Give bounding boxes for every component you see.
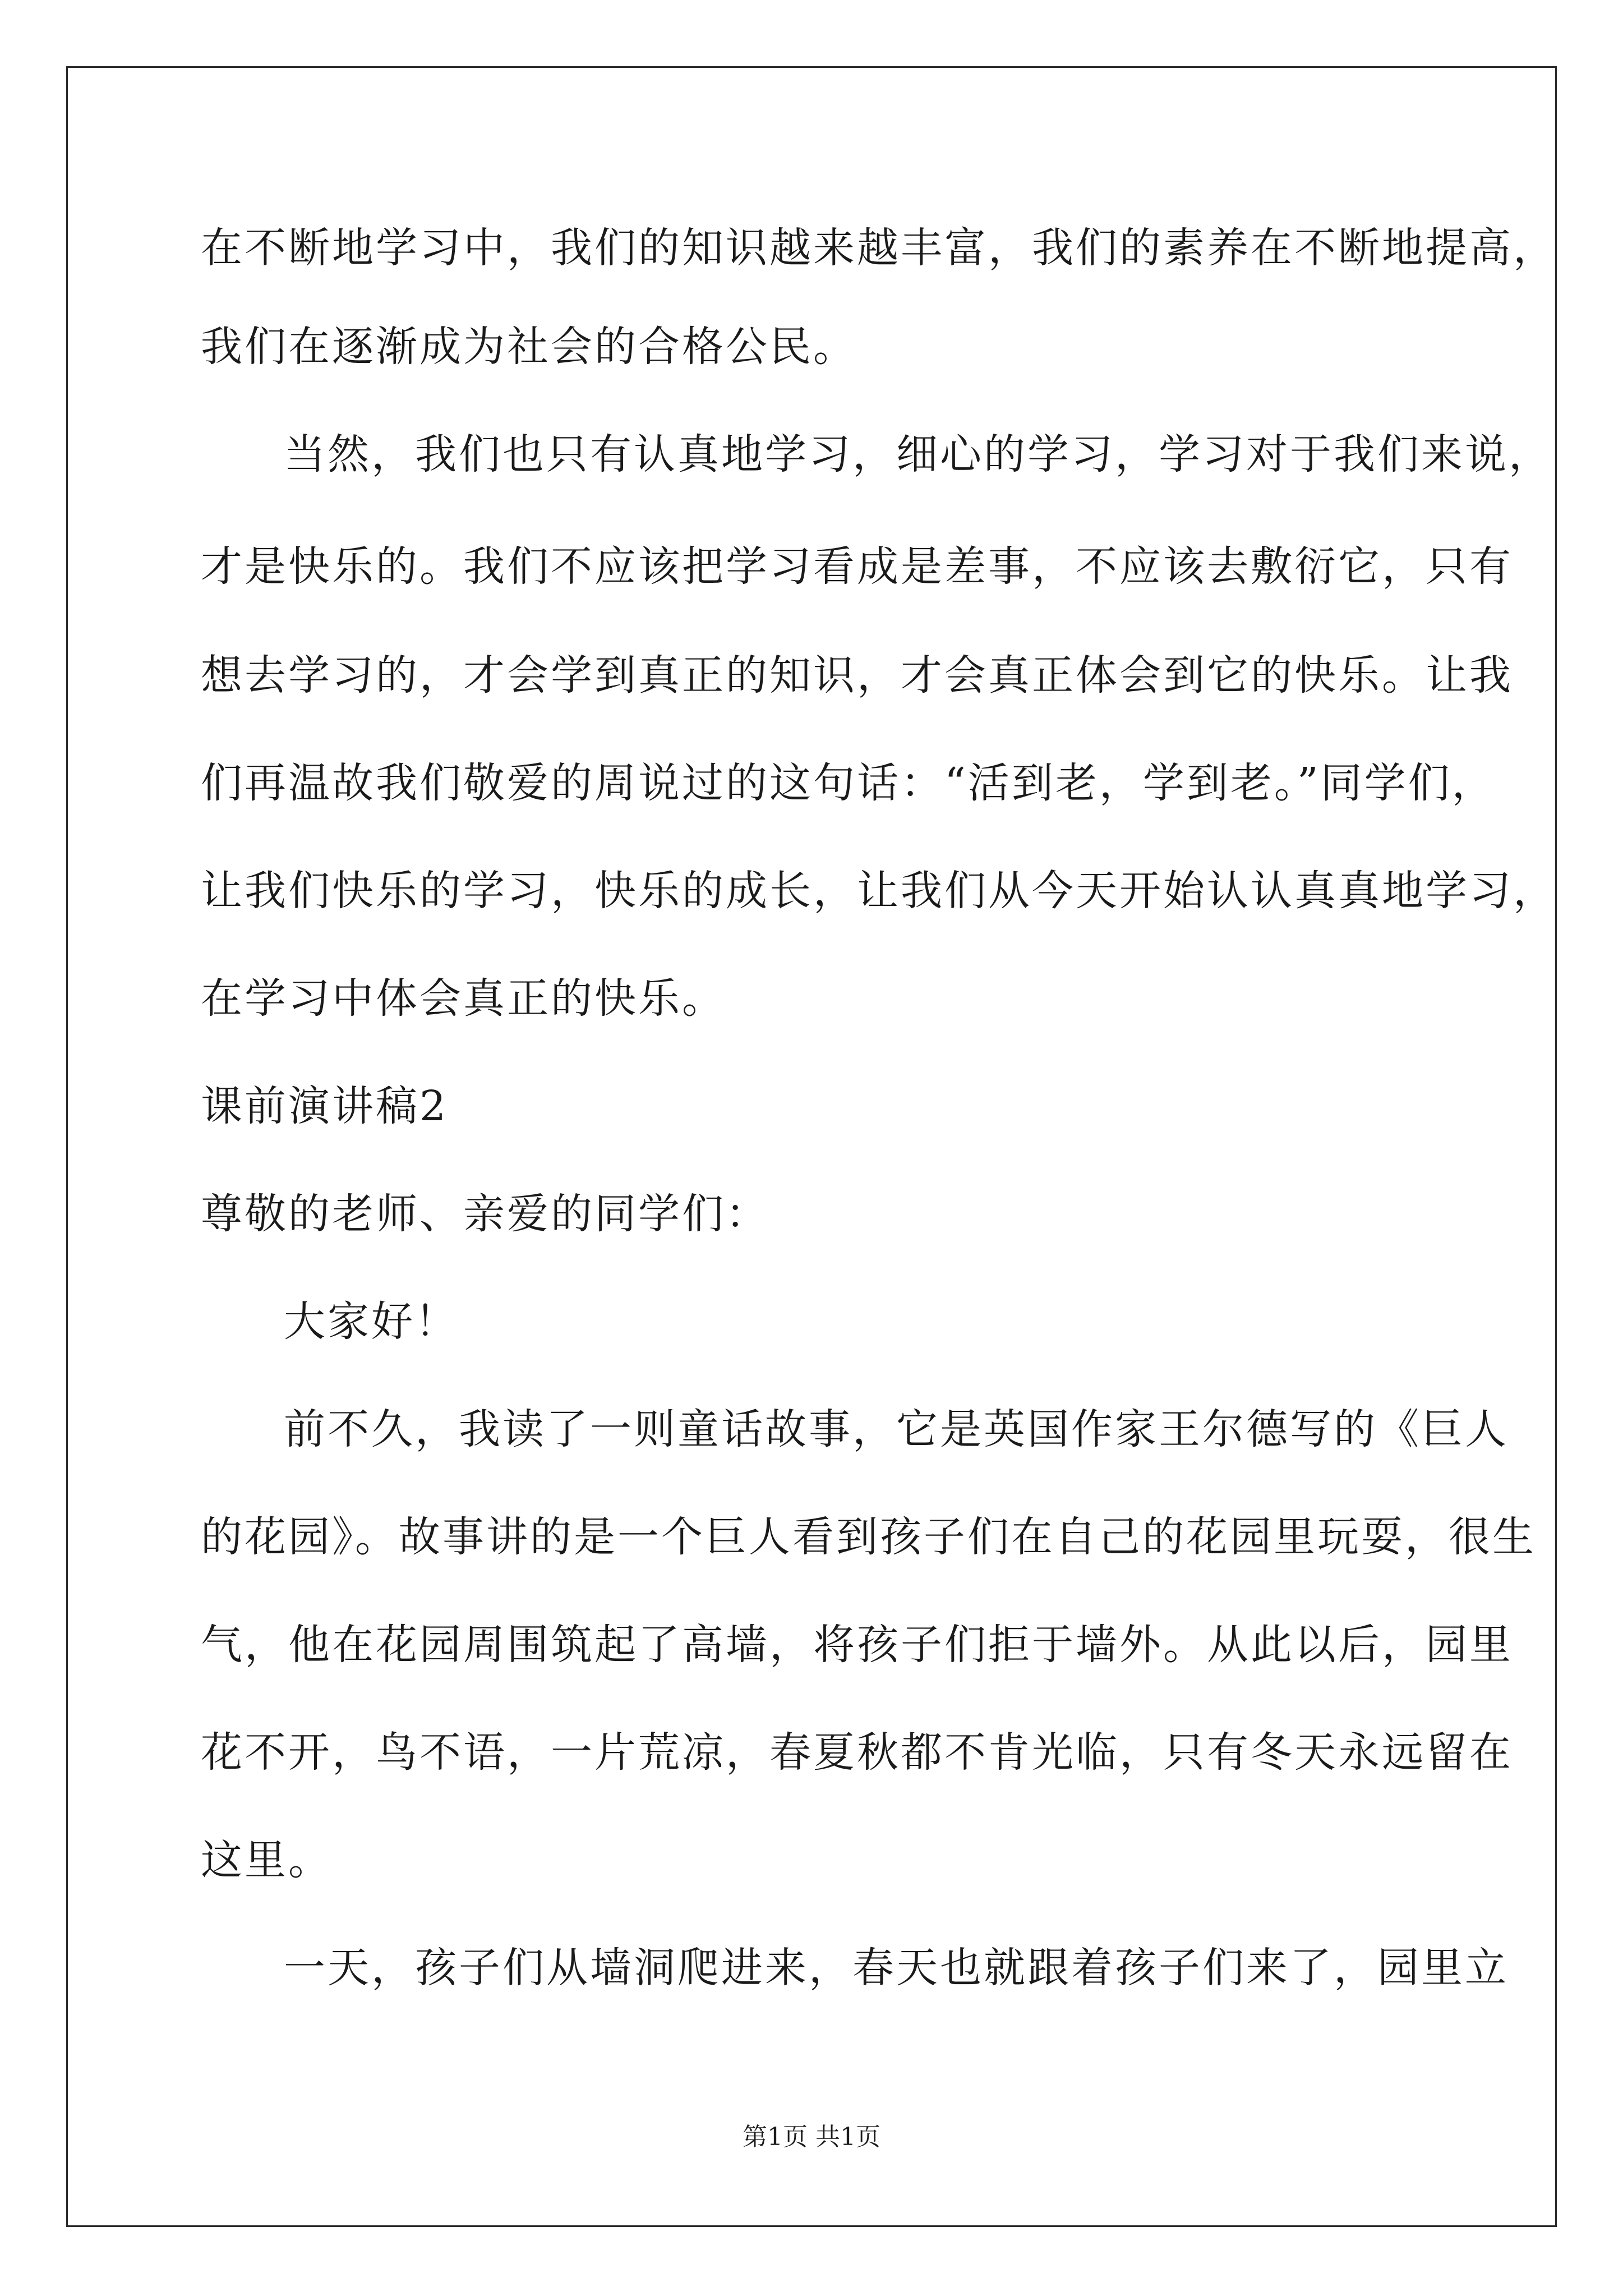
paragraph-line: 气，他在花园周围筑起了高墙，将孩子们拒于墙外。从此以后，园里 xyxy=(201,1621,1513,1669)
paragraph-line: 一天，孩子们从墙洞爬进来，春天也就跟着孩子们来了，园里立 xyxy=(284,1944,1509,1992)
page-border xyxy=(66,66,1557,2227)
paragraph-line: 让我们快乐的学习，快乐的成长，让我们从今天开始认认真真地学习， xyxy=(201,867,1557,915)
paragraph-line: 想去学习的，才会学到真正的知识，才会真正体会到它的快乐。让我 xyxy=(201,651,1513,700)
salutation: 尊敬的老师、亲爱的同学们： xyxy=(201,1190,769,1238)
paragraph-line: 在学习中体会真正的快乐。 xyxy=(201,974,726,1023)
paragraph-line: 们再温故我们敬爱的周说过的这句话：“活到老，学到老。”同学们， xyxy=(201,759,1496,807)
paragraph-line: 前不久，我读了一则童话故事，它是英国作家王尔德写的《巨人 xyxy=(284,1405,1509,1453)
paragraph-line: 当然，我们也只有认真地学习，细心的学习，学习对于我们来说， xyxy=(284,430,1552,478)
paragraph-line: 在不断地学习中，我们的知识越来越丰富，我们的素养在不断地提高， xyxy=(201,224,1557,272)
page-number-footer: 第1页 共1页 xyxy=(743,2123,880,2151)
paragraph-line: 才是快乐的。我们不应该把学习看成是差事，不应该去敷衍它，只有 xyxy=(201,542,1513,591)
section-heading: 课前演讲稿2 xyxy=(201,1082,449,1130)
paragraph-line: 的花园》。故事讲的是一个巨人看到孩子们在自己的花园里玩耍，很生 xyxy=(201,1513,1536,1561)
paragraph-line: 我们在逐渐成为社会的合格公民。 xyxy=(201,323,857,371)
greeting: 大家好！ xyxy=(284,1297,459,1346)
paragraph-line: 花不开，鸟不语，一片荒凉，春夏秋都不肯光临，只有冬天永远留在 xyxy=(201,1728,1513,1777)
paragraph-line: 这里。 xyxy=(201,1836,332,1884)
